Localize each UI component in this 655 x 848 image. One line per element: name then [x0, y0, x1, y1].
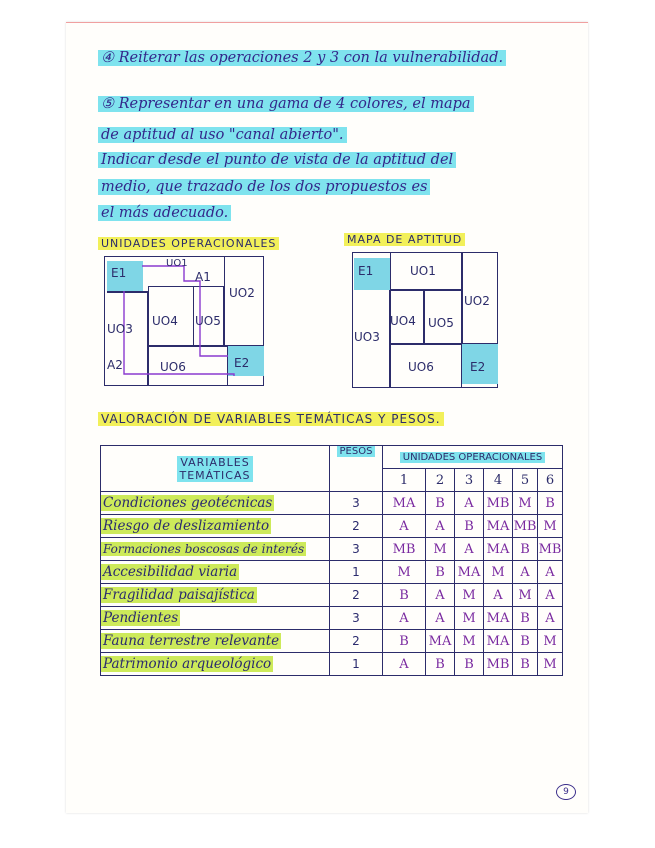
- variable-name: Accesibilidad viaria: [101, 561, 330, 584]
- value-cell: A: [538, 584, 563, 607]
- value-cell: M: [538, 515, 563, 538]
- unit-number: 3: [455, 469, 484, 492]
- variable-name: Condiciones geotécnicas: [101, 492, 330, 515]
- value-cell: M: [455, 607, 484, 630]
- label-e1: E1: [111, 266, 127, 280]
- peso: 1: [330, 561, 383, 584]
- variable-name: Pendientes: [101, 607, 330, 630]
- value-cell: MB: [538, 538, 563, 561]
- label-uo5: UO5: [195, 314, 221, 328]
- table-row: [101, 607, 563, 630]
- value-cell: A: [383, 515, 426, 538]
- value-cell: A: [538, 561, 563, 584]
- value-cell: M: [538, 630, 563, 653]
- variable-name: Fragilidad paisajística: [101, 584, 330, 607]
- variable-name: Formaciones boscosas de interés: [101, 538, 330, 561]
- value-cell: MB: [484, 492, 513, 515]
- label-e2: E2: [234, 356, 250, 370]
- value-cell: M: [426, 538, 455, 561]
- section-title: VALORACIÓN DE VARIABLES TEMÁTICAS Y PESOS.: [98, 412, 444, 426]
- table-header-row: [101, 446, 563, 469]
- label-uo4: UO4: [390, 314, 416, 328]
- text-line-1: ④ Reiterar las operaciones 2 y 3 con la vulnerabilidad.: [98, 50, 506, 66]
- table-row: [101, 492, 563, 515]
- value-cell: M: [538, 653, 563, 676]
- value-cell: A: [538, 607, 563, 630]
- value-cell: A: [455, 538, 484, 561]
- label-a2: A2: [107, 358, 123, 372]
- peso: 3: [330, 538, 383, 561]
- value-cell: MB: [513, 515, 538, 538]
- text-line-2: ⑤ Representar en una gama de 4 colores, el mapa: [98, 96, 474, 112]
- value-cell: B: [383, 630, 426, 653]
- variable-name: Riesgo de deslizamiento: [101, 515, 330, 538]
- value-cell: MA: [484, 630, 513, 653]
- peso: 2: [330, 515, 383, 538]
- value-cell: M: [513, 492, 538, 515]
- value-cell: B: [513, 538, 538, 561]
- text-line-4: Indicar desde el punto de vista de la aptitud del: [98, 152, 456, 168]
- value-cell: B: [513, 630, 538, 653]
- header-unidades: UNIDADES OPERACIONALES: [383, 446, 563, 469]
- table-row: [101, 515, 563, 538]
- value-cell: A: [383, 653, 426, 676]
- unit-number: 1: [383, 469, 426, 492]
- value-cell: M: [383, 561, 426, 584]
- value-cell: M: [484, 561, 513, 584]
- value-cell: B: [455, 515, 484, 538]
- value-cell: M: [513, 584, 538, 607]
- table-row: [101, 561, 563, 584]
- value-cell: A: [484, 584, 513, 607]
- label-uo6: UO6: [408, 360, 434, 374]
- value-cell: A: [426, 515, 455, 538]
- value-cell: B: [513, 607, 538, 630]
- value-cell: B: [455, 653, 484, 676]
- map-unidades-operacionales: [104, 256, 264, 386]
- text-line-3: de aptitud al uso "canal abierto".: [98, 127, 347, 143]
- value-cell: MA: [426, 630, 455, 653]
- variables-table: [100, 445, 563, 676]
- unit-number: 5: [513, 469, 538, 492]
- value-cell: MA: [484, 607, 513, 630]
- table-row: [101, 584, 563, 607]
- variable-name: Fauna terrestre relevante: [101, 630, 330, 653]
- value-cell: B: [513, 653, 538, 676]
- unit-number: 6: [538, 469, 563, 492]
- label-uo4: UO4: [152, 314, 178, 328]
- variable-name: Patrimonio arqueológico: [101, 653, 330, 676]
- label-uo3: UO3: [354, 330, 380, 344]
- value-cell: MA: [383, 492, 426, 515]
- value-cell: A: [513, 561, 538, 584]
- peso: 2: [330, 630, 383, 653]
- value-cell: B: [538, 492, 563, 515]
- label-uo6: UO6: [160, 360, 186, 374]
- value-cell: A: [426, 584, 455, 607]
- value-cell: MB: [383, 538, 426, 561]
- label-a1: A1: [195, 270, 211, 284]
- label-uo3: UO3: [107, 322, 133, 336]
- value-cell: MA: [484, 538, 513, 561]
- label-uo2: UO2: [464, 294, 490, 308]
- table-row: [101, 630, 563, 653]
- value-cell: MA: [484, 515, 513, 538]
- header-variables: VARIABLES TEMÁTICAS: [101, 446, 330, 492]
- label-uo1: UO1: [410, 264, 436, 278]
- label-uo1: UO1: [166, 258, 188, 269]
- value-cell: M: [455, 584, 484, 607]
- table-row: [101, 538, 563, 561]
- label-uo2: UO2: [229, 286, 255, 300]
- label-e2: E2: [470, 360, 486, 374]
- value-cell: B: [426, 561, 455, 584]
- peso: 3: [330, 492, 383, 515]
- label-e1: E1: [358, 264, 374, 278]
- unit-number: 4: [484, 469, 513, 492]
- value-cell: M: [455, 630, 484, 653]
- peso: 3: [330, 607, 383, 630]
- table-row: [101, 653, 563, 676]
- value-cell: A: [455, 492, 484, 515]
- value-cell: B: [426, 492, 455, 515]
- map-aptitud: [352, 252, 498, 388]
- page-number: 9: [556, 784, 576, 800]
- value-cell: A: [383, 607, 426, 630]
- header-pesos: PESOS: [330, 446, 383, 492]
- text-line-6: el más adecuado.: [98, 205, 231, 221]
- label-uo5: UO5: [428, 316, 454, 330]
- peso: 1: [330, 653, 383, 676]
- value-cell: A: [426, 607, 455, 630]
- text-line-5: medio, que trazado de los dos propuestos es: [98, 179, 430, 195]
- value-cell: B: [383, 584, 426, 607]
- value-cell: MB: [484, 653, 513, 676]
- unit-number: 2: [426, 469, 455, 492]
- map1-title: UNIDADES OPERACIONALES: [98, 237, 279, 250]
- map2-title: MAPA DE APTITUD: [344, 233, 465, 246]
- peso: 2: [330, 584, 383, 607]
- value-cell: B: [426, 653, 455, 676]
- value-cell: MA: [455, 561, 484, 584]
